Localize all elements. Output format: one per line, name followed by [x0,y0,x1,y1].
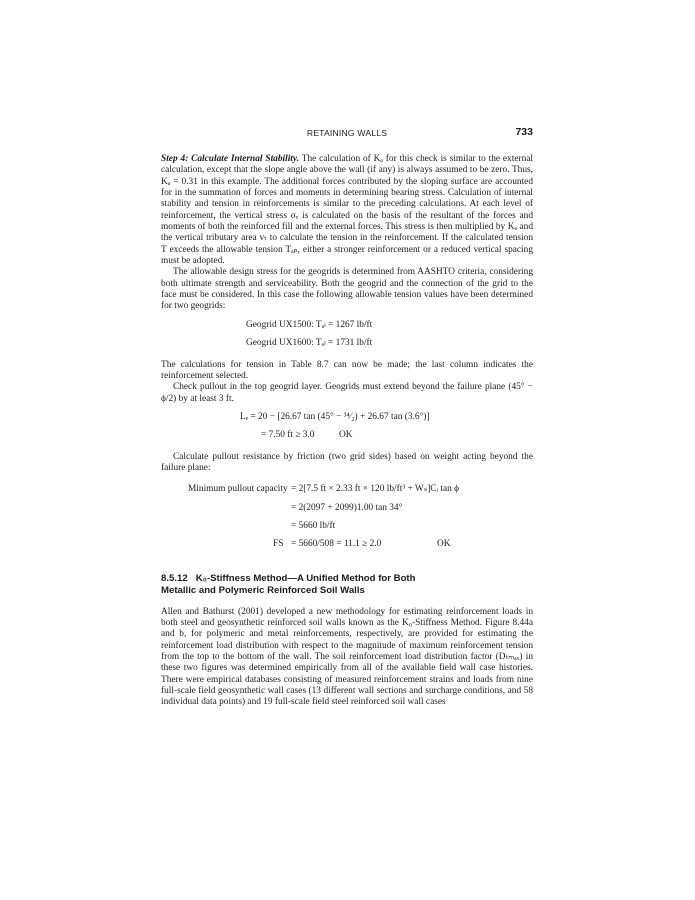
section-number: 8.5.12 [161,572,188,584]
running-header [161,126,533,140]
page-body [161,154,533,709]
page-number: 733 [515,126,533,138]
section-heading [161,573,533,597]
running-title: RETAINING WALLS [306,128,388,138]
fs-label: FS [273,539,284,550]
step4-heading: Step 4: Calculate Internal Stability. [161,154,300,164]
equation-pullout-line1: Minimum pullout capacity = 2[7.5 ft × 2.33 ft × 120 lb/ft³ + Wₛ]Cᵢ tan ϕ [188,484,460,495]
equation-fs: FS = 5660/508 = 11.1 ≥ 2.0 OK [273,539,451,550]
pullout-check-paragraph: Check pullout in the top geogrid layer. Geogrids must extend beyond the failure plane (45° − ϕ/2) by at least 3 ft. [161,382,533,404]
step4-paragraph [161,154,533,267]
section-paragraph: Allen and Bathurst (2001) developed a new methodology for estimating reinforcement loads in both steel and geosynthetic reinforced soil walls known as the K₀-Stiffness Method. Figure 8.44a and b, for polymeric and metal reinforcements, respectively, are provided for estimating the reinforcement load distribution with respect to the magnitude of maximum reinforcement tension from the top to the bottom of the wall. The soil reinforcement load distribution factor (Dₜₘₐₓ) in these two figures was determined empirically from all of the available field wall case histories. There were empirical databases consisting of measured reinforcement strains and loads from nine full-scale field geosynthetic wall cases (13 different wall sections and surcharge conditions, and 58 individual data points) and 19 full-scale field steel reinforced soil wall cases [161,606,533,708]
section-title-line1: K₀-Stiffness Method—A Unified Method for Both [195,572,416,584]
equation-ux1600: Geogrid UX1600: Tₐₗ = 1731 lb/ft [246,338,373,349]
pullout-label: Minimum pullout capacity [188,484,288,495]
equation-pullout-line2: = 2(2097 + 2099)1.00 tan 34° [291,502,403,513]
equation-pullout-line3: = 5660 lb/ft [291,520,336,531]
ok-label-2: OK [437,539,451,550]
allowable-stress-paragraph: The allowable design stress for the geogrids is determined from AASHTO criteria, considering both ultimate strength and serviceability. Both the geogrid and the connection of the grid to the face must be considered. In this case the following allowable tension values have been determined for two geogrids: [161,267,533,312]
equation-le-line1: Lₑ = 20 − [26.67 tan (45° − ³⁴⁄₂) + 26.67 tan (3.6°)] [240,411,430,422]
equation-ux1500: Geogrid UX1500: Tₐₗ = 1267 lb/ft [246,319,373,330]
step4-text: The calculation of Kₐ for this check is similar to the external calculation, except that the slope angle above the wall (if any) is always assumed to be zero. Thus, Kₐ = 0.31 in this example. The additional forces contributed by the sloping surface are accounted for in the summation of forces and moments in determining bearing stress. Calculation of internal stability and tension in reinforcements is similar to the preceding calculations. At each level of reinforcement, the vertical stress σᵥ is calculated on the basis of the resultant of the forces and moments of both the reinforced fill and the external forces. This stress is then multiplied by Kₐ and the vertical tributary area vₜ to calculate the tension in the reinforcement. If the calculated tension T exceeds the allowable tension Tₐₚ, either a stronger reinforcement or a reduced vertical spacing must be adopted. [161,154,533,267]
ok-label-1: OK [339,430,353,441]
pullout-resistance-paragraph: Calculate pullout resistance by friction (two grid sides) based on weight acting beyond the failure plane: [161,451,533,473]
table-reference-paragraph: The calculations for tension in Table 8.7 can now be made; the last column indicates the reinforcement selected. [161,359,533,381]
section-title-line2: Metallic and Polymeric Reinforced Soil Walls [161,584,365,596]
equation-le-line2: = 7.50 ft ≥ 3.0 OK [261,430,353,441]
